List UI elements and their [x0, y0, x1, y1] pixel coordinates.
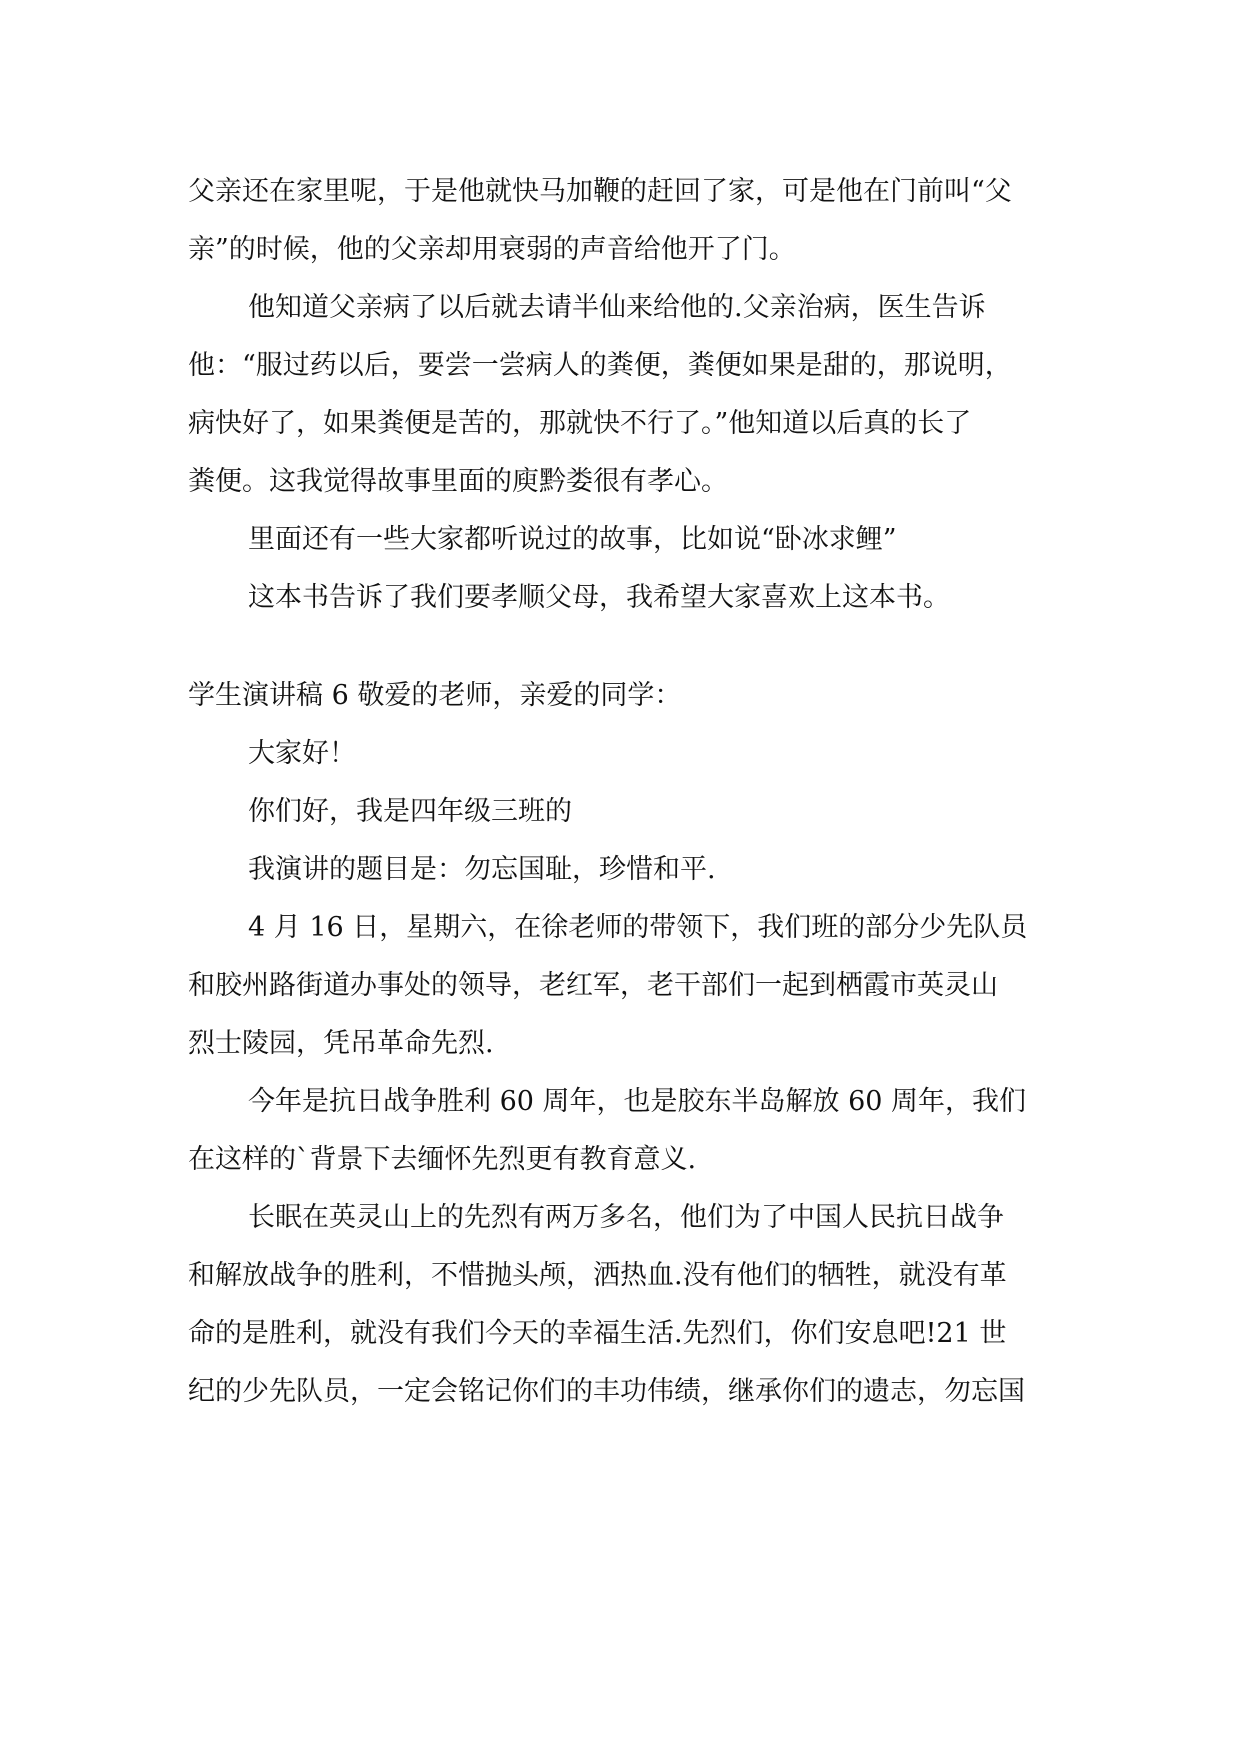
text-line: 烈士陵园，凭吊革命先烈. [188, 1028, 494, 1059]
text-line: 粪便。这我觉得故事里面的庾黔娄很有孝心。 [188, 466, 728, 497]
text-line: 这本书告诉了我们要孝顺父母，我希望大家喜欢上这本书。 [248, 582, 950, 613]
text-line: 大家好！ [248, 738, 356, 769]
text-line: 他知道父亲病了以后就去请半仙来给他的.父亲治病，医生告诉 [248, 292, 986, 323]
text-line: 在这样的`背景下去缅怀先烈更有教育意义. [188, 1144, 697, 1175]
text-line: 4 月 16 日，星期六，在徐老师的带领下，我们班的部分少先队员 [248, 912, 1028, 943]
text-line: 父亲还在家里呢，于是他就快马加鞭的赶回了家，可是他在门前叫“父 [188, 176, 1012, 207]
text-line: 我演讲的题目是：勿忘国耻，珍惜和平. [248, 854, 716, 885]
text-line: 他：“服过药以后，要尝一尝病人的粪便，粪便如果是甜的，那说明， [188, 350, 1012, 381]
text-line: 亲”的时候，他的父亲却用衰弱的声音给他开了门。 [188, 234, 796, 265]
text-line: 今年是抗日战争胜利 60 周年，也是胶东半岛解放 60 周年，我们 [248, 1086, 1027, 1117]
text-line: 纪的少先队员，一定会铭记你们的丰功伟绩，继承你们的遗志，勿忘国 [188, 1376, 1025, 1407]
text-line: 里面还有一些大家都听说过的故事，比如说“卧冰求鲤” [248, 524, 897, 555]
text-line: 你们好，我是四年级三班的 [248, 796, 572, 827]
text-line: 病快好了，如果粪便是苦的，那就快不行了。”他知道以后真的长了 [188, 408, 972, 439]
text-line: 长眠在英灵山上的先烈有两万多名，他们为了中国人民抗日战争 [248, 1202, 1004, 1233]
text-line: 命的是胜利，就没有我们今天的幸福生活.先烈们，你们安息吧!21 世 [188, 1318, 1007, 1349]
text-line: 和胶州路街道办事处的领导，老红军，老干部们一起到栖霞市英灵山 [188, 970, 998, 1001]
text-line: 和解放战争的胜利，不惜抛头颅，洒热血.没有他们的牺牲，就没有革 [188, 1260, 1007, 1291]
section-heading: 学生演讲稿 6 敬爱的老师，亲爱的同学： [188, 680, 682, 711]
